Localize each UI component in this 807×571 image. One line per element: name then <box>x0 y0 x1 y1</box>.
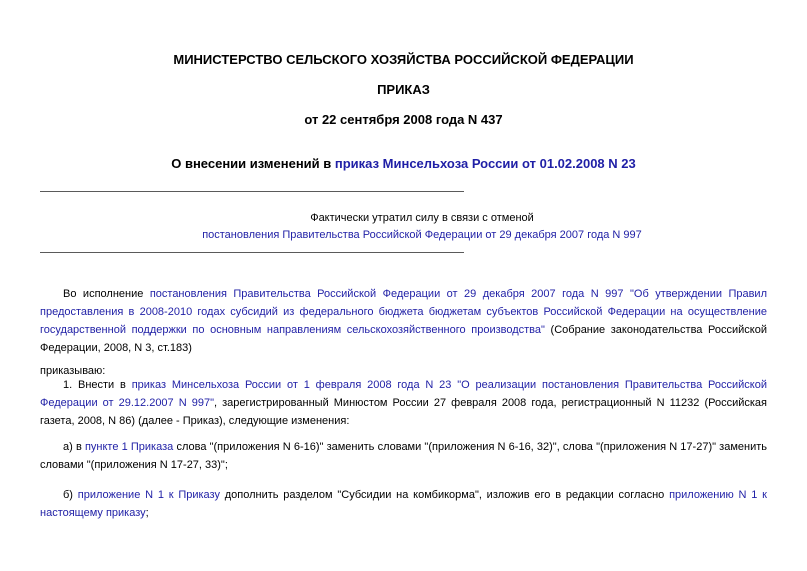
status-note-line <box>40 228 804 242</box>
ministry-heading: МИНИСТЕРСТВО СЕЛЬСКОГО ХОЗЯЙСТВА РОССИЙСКОЙ ФЕДЕРАЦИИ <box>173 52 634 67</box>
preamble-suffix: (Собрание законодательства Российской Федерации, 2008, N 3, ст.183) <box>40 324 767 354</box>
item-b-prefix: б) <box>63 489 78 501</box>
item-b-new-appendix-link[interactable]: приложению N 1 к настоящему приказу <box>40 489 767 519</box>
preamble-decree-link[interactable]: постановления Правительства Российской Федерации от 29 декабря 2007 года N 997 "Об утверждении Правил предоставления в 2008-2010 годах субсидий из федерального бюджета бюджетам субъектов Российской Федерации на осуществление государственной поддержки по основным направлениям сельскохозяйственного производства" <box>40 288 767 336</box>
document-title <box>0 156 807 172</box>
item-a-suffix: слова "(приложения N 6-16)" заменить словами "(приложения N 6-16, 32)", слова "(приложения N 17-27)" заменить словами "(приложения N 17-27, 33)"; <box>40 441 767 471</box>
status-divider-top <box>40 191 464 192</box>
title-prefix: О внесении изменений в <box>171 156 335 171</box>
item-b-appendix-link[interactable]: приложение N 1 к Приказу <box>77 489 220 501</box>
item-a-clause-link[interactable]: пункте 1 Приказа <box>84 441 174 453</box>
item-1-prefix: 1. Внести в <box>63 379 132 391</box>
document-type-heading: ПРИКАЗ <box>377 82 430 97</box>
status-decree-link[interactable]: постановления Правительства Российской Федерации от 29 декабря 2007 года N 997 <box>202 229 642 241</box>
item-b-middle: дополнить разделом "Субсидии на комбикорма", изложив его в редакции согласно <box>219 489 670 501</box>
paragraph-item-a <box>40 438 767 474</box>
paragraph-item-b <box>40 486 767 522</box>
document-date-number: от 22 сентября 2008 года N 437 <box>304 112 503 127</box>
paragraph-preamble <box>40 285 767 357</box>
item-a-prefix: а) в <box>63 441 85 453</box>
paragraph-order-word: приказываю: <box>40 365 106 377</box>
preamble-prefix: Во исполнение <box>63 288 150 300</box>
item-b-suffix: ; <box>145 507 149 519</box>
status-note: Фактически утратил силу в связи с отменой <box>310 212 534 224</box>
paragraph-item-1 <box>40 376 767 430</box>
status-divider-bottom <box>40 252 464 253</box>
item-1-order-link[interactable]: приказ Минсельхоза России от 1 февраля 2008 года N 23 "О реализации постановления Правительства Российской Федерации от 29.12.2007 N 997" <box>40 379 767 409</box>
title-order-link[interactable]: приказ Минсельхоза России от 01.02.2008 N 23 <box>334 156 636 171</box>
item-1-suffix: , зарегистрированный Минюстом России 27 февраля 2008 года, регистрационный N 11232 (Российская газета, 2008, N 86) (далее - Приказ), следующие изменения: <box>40 397 767 427</box>
